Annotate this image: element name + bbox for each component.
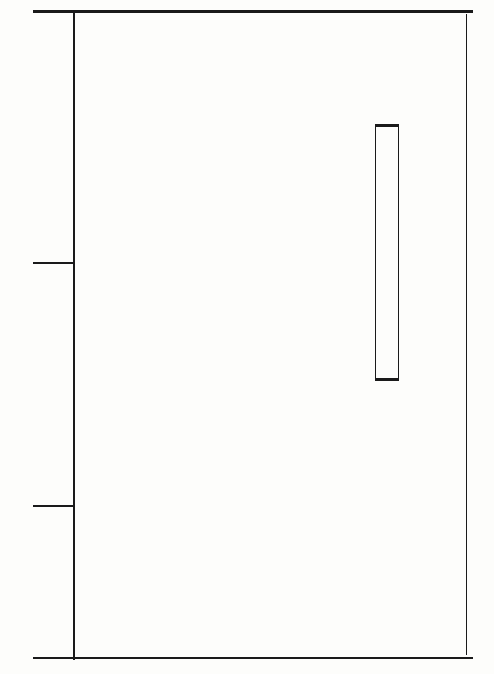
spine-divider (33, 262, 73, 264)
spine-divider (33, 505, 73, 507)
book-title-box-top (375, 124, 399, 127)
page-frame-right-rule (466, 14, 467, 655)
page-frame-bottom-rule (33, 657, 473, 659)
book-title-box-bottom (375, 378, 399, 381)
page-frame-top-rule (33, 10, 473, 13)
book-title-box (375, 124, 399, 380)
spine-column (33, 10, 75, 660)
